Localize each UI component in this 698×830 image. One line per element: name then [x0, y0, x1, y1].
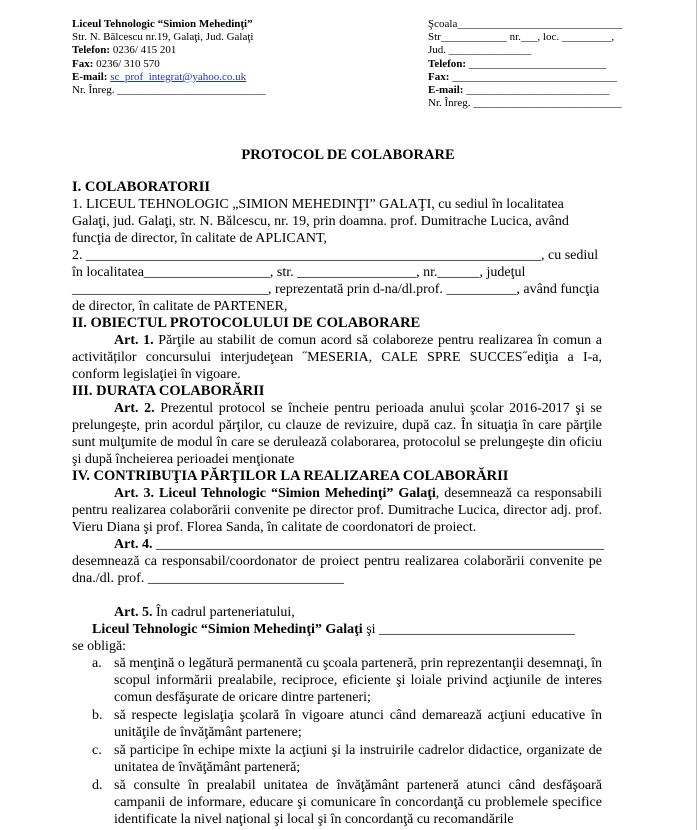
partner-school-field: Şcoala______________________________ — [428, 18, 623, 30]
article-5-parties: Liceul Tehnologic “Simion Mehedinţi” Galaţi şi ____________________________ — [92, 622, 576, 637]
registration-number: Nr. Înreg. ___________________________ — [72, 84, 266, 97]
partner-header — [428, 18, 622, 110]
article-4-line-1: Art. 4. ________________________________________________________________ — [114, 537, 604, 552]
article-1: Art. 1. Părţile au stabilit de comun acord să colaboreze pentru realizarea în comun a activităților concursului interjudeţean ˝MESERIA, CALE SPRE SUCCES˝ediţia a I-a, conform legislaţiei în vigoare. — [72, 333, 602, 382]
article-3: Art. 3. Liceul Tehnologic “Simion Mehedinţi” Galaţi, desemnează ca responsabili pentru realizarea colaborării convenite pe director prof. Dumitrache Lucica, director adj. prof. Vieru Diana şi prof. Florea Sanda, în calitate de coordonatori de proiect. — [72, 486, 602, 535]
partner-registration-field: Nr. Înreg. ___________________________ — [428, 97, 622, 110]
collaborator-2-line-4: de director, în calitate de PARTENER, — [72, 299, 288, 314]
spacer — [72, 587, 602, 604]
collaborator-2-line-2: în localitatea__________________, str. _________________, nr.______, judeţul — [72, 265, 526, 280]
section-heading-duration: III. DURATA COLABORĂRII — [72, 383, 265, 399]
sender-header — [72, 18, 266, 97]
collaborator-2-line-1: 2. _________________________________________________________________, cu sediul — [72, 248, 599, 263]
partner-phone-field: Telefon: _________________________ — [428, 57, 607, 70]
school-phone: Telefon: 0236/ 415 201 — [72, 44, 177, 57]
school-address: Str. N. Bălcescu nr.19, Galaţi, Jud. Galaţi — [72, 31, 254, 44]
collaborator-2-line-3: ____________________________, reprezentată prin d-na/dl.prof. __________, având funcţia — [72, 282, 600, 297]
article-5-oblige: se obligă: — [72, 639, 127, 654]
partner-county-field: Jud. _______________ — [428, 44, 532, 57]
obligation-item: a. să menţină o legătură permanentă cu şcoala parteneră, prin reprezentanţii desemnaţi, în scopul informării prealabile, reciproce, eficiente şi loiale privind acţiunile de interes comun desfăşurate de oricare dintre parteneri; — [92, 656, 602, 705]
article-5-intro: Art. 5. În cadrul parteneriatului, — [114, 605, 295, 620]
partner-email-field: E-mail: __________________________ — [428, 84, 610, 97]
article-4-text: desemnează ca responsabil/coordonator de proiect pentru realizarea colaborării convenite pe dna./dl. prof. ____________________________ — [72, 554, 602, 586]
document-title: PROTOCOL DE COLABORARE — [241, 147, 455, 163]
article-2: Art. 2. Prezentul protocol se încheie pentru perioada anului şcolar 2016-2017 şi se prelungeşte, prin acordul părţilor, cu clauze de revizuire, după caz. În situaţia în care părţile sunt mulţumite de modul în care se derulează colaborarea, protocolul se prelungeşte din oficiu şi după încheierea perioadei menţionate — [72, 401, 602, 467]
section-heading-contribution: IV. CONTRIBUŢIA PĂRŢILOR LA REALIZAREA COLABORĂRII — [72, 468, 509, 484]
obligation-item: d. să consulte în prealabil unitatea de învăţământ parteneră atunci când desfăşoară campanii de informare, educare şi comunicare în concordanţă cu problemele specifice identificate la nivel naţional şi local şi în concordanţă cu recomandările — [92, 778, 602, 827]
partner-fax-field: Fax: ______________________________ — [428, 70, 618, 83]
school-name: Liceul Tehnologic “Simion Mehedinţi” — [72, 18, 253, 30]
email-link[interactable]: sc_prof_integrat@yahoo.co.uk — [110, 70, 247, 83]
school-fax: Fax: 0236/ 310 570 — [72, 57, 160, 70]
school-email: E-mail: sc_prof_integrat@yahoo.co.uk — [72, 70, 247, 83]
section-heading-objective: II. OBIECTUL PROTOCOLULUI DE COLABORARE — [72, 315, 421, 331]
section-heading-collaborators: I. COLABORATORII — [72, 179, 211, 195]
obligation-item: c. să participe în echipe mixte la acţiuni şi la instruirile cadrelor didactice, organizate de unitatea de învăţământ parteneră; — [92, 743, 602, 775]
document-body — [72, 179, 602, 829]
obligation-item: b. să respecte legislaţia şcolară în vigoare atunci când demarează acţiuni educative în unităţile de învăţământ partenere; — [92, 708, 602, 740]
partner-street-field: Str____________ nr.___, loc. _________, — [428, 31, 615, 44]
obligations-list — [72, 655, 602, 828]
collaborator-1-paragraph: 1. LICEUL TEHNOLOGIC „SIMION MEHEDINŢI” GALAŢI, cu sediul în localitatea Galaţi, jud. Galaţi, str. N. Bălcescu, nr. 19, prin doamna. prof. Dumitrache Lucica, având funcţia de director, în calitate de APLICANT, — [72, 197, 569, 246]
